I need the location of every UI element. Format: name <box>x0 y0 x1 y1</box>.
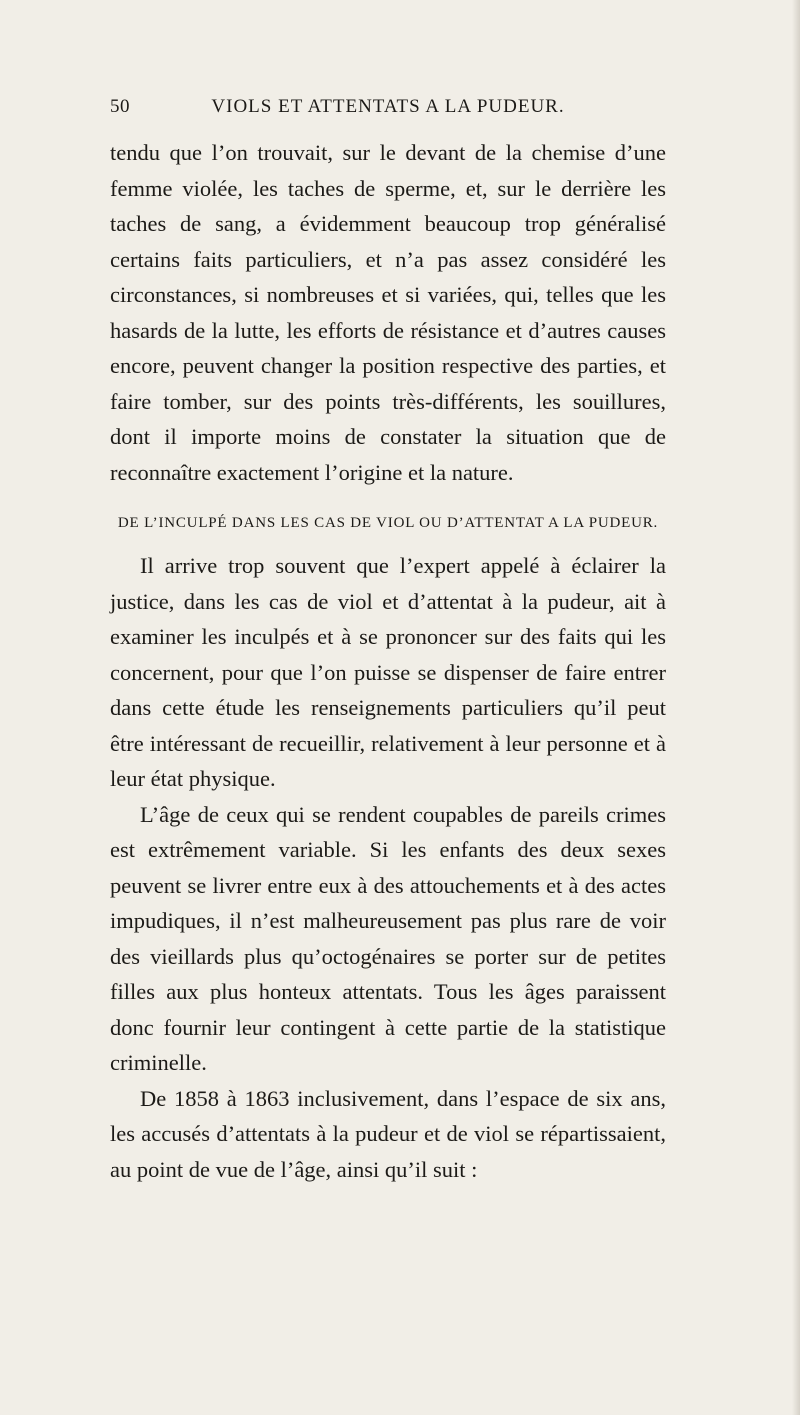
page-number: 50 <box>110 96 130 117</box>
paragraph: Il arrive trop souvent que l’expert appelé à éclairer la justice, dans les cas de viol et d’attentat à la pudeur, ait à examiner les inculpés et à se prononcer sur des faits qui les concernent, pour que l’on puisse se dispenser de faire entrer dans cette étude les renseignements particuliers qu’il peut être intéressant de recueillir, relativement à leur personne et à leur état physique. <box>110 553 666 791</box>
body-text <box>110 135 666 1187</box>
section-heading: DE L’INCULPÉ DANS LES CAS DE VIOL OU D’ATTENTAT A LA PUDEUR. <box>117 515 659 531</box>
paragraph: L’âge de ceux qui se rendent coupables de pareils crimes est extrêmement variable. Si les enfants des deux sexes peuvent se livrer entre eux à des attouchements et à des actes impudiques, il n’est malheureusement pas plus rare de voir des vieillards plus qu’octogénaires se porter sur de petites filles aux plus honteux attentats. Tous les âges paraissent donc fournir leur contingent à cette partie de la statistique criminelle. <box>110 801 666 1075</box>
paragraph: De 1858 à 1863 inclusivement, dans l’espace de six ans, les accusés d’attentats à la pudeur et de viol se répartissaient, au point de vue de l’âge, ainsi qu’il suit : <box>110 1085 666 1182</box>
page-edge-shadow <box>792 0 800 1415</box>
paragraph-continuation: tendu que l’on trouvait, sur le devant de la chemise d’une femme violée, les taches de sperme, et, sur le derrière les taches de sang, a évidemment beaucoup trop généralisé certains faits particuliers, et n’a pas assez considéré les circonstances, si nombreuses et si variées, qui, telles que les hasards de la lutte, les efforts de résistance et d’autres causes encore, peuvent changer la position respective des parties, et faire tomber, sur des points très-différents, les souillures, dont il importe moins de constater la situation que de reconnaître exactement l’origine et la nature. <box>110 140 666 485</box>
page-header <box>110 96 666 120</box>
running-title: VIOLS ET ATTENTATS A LA PUDEUR. <box>211 96 565 117</box>
